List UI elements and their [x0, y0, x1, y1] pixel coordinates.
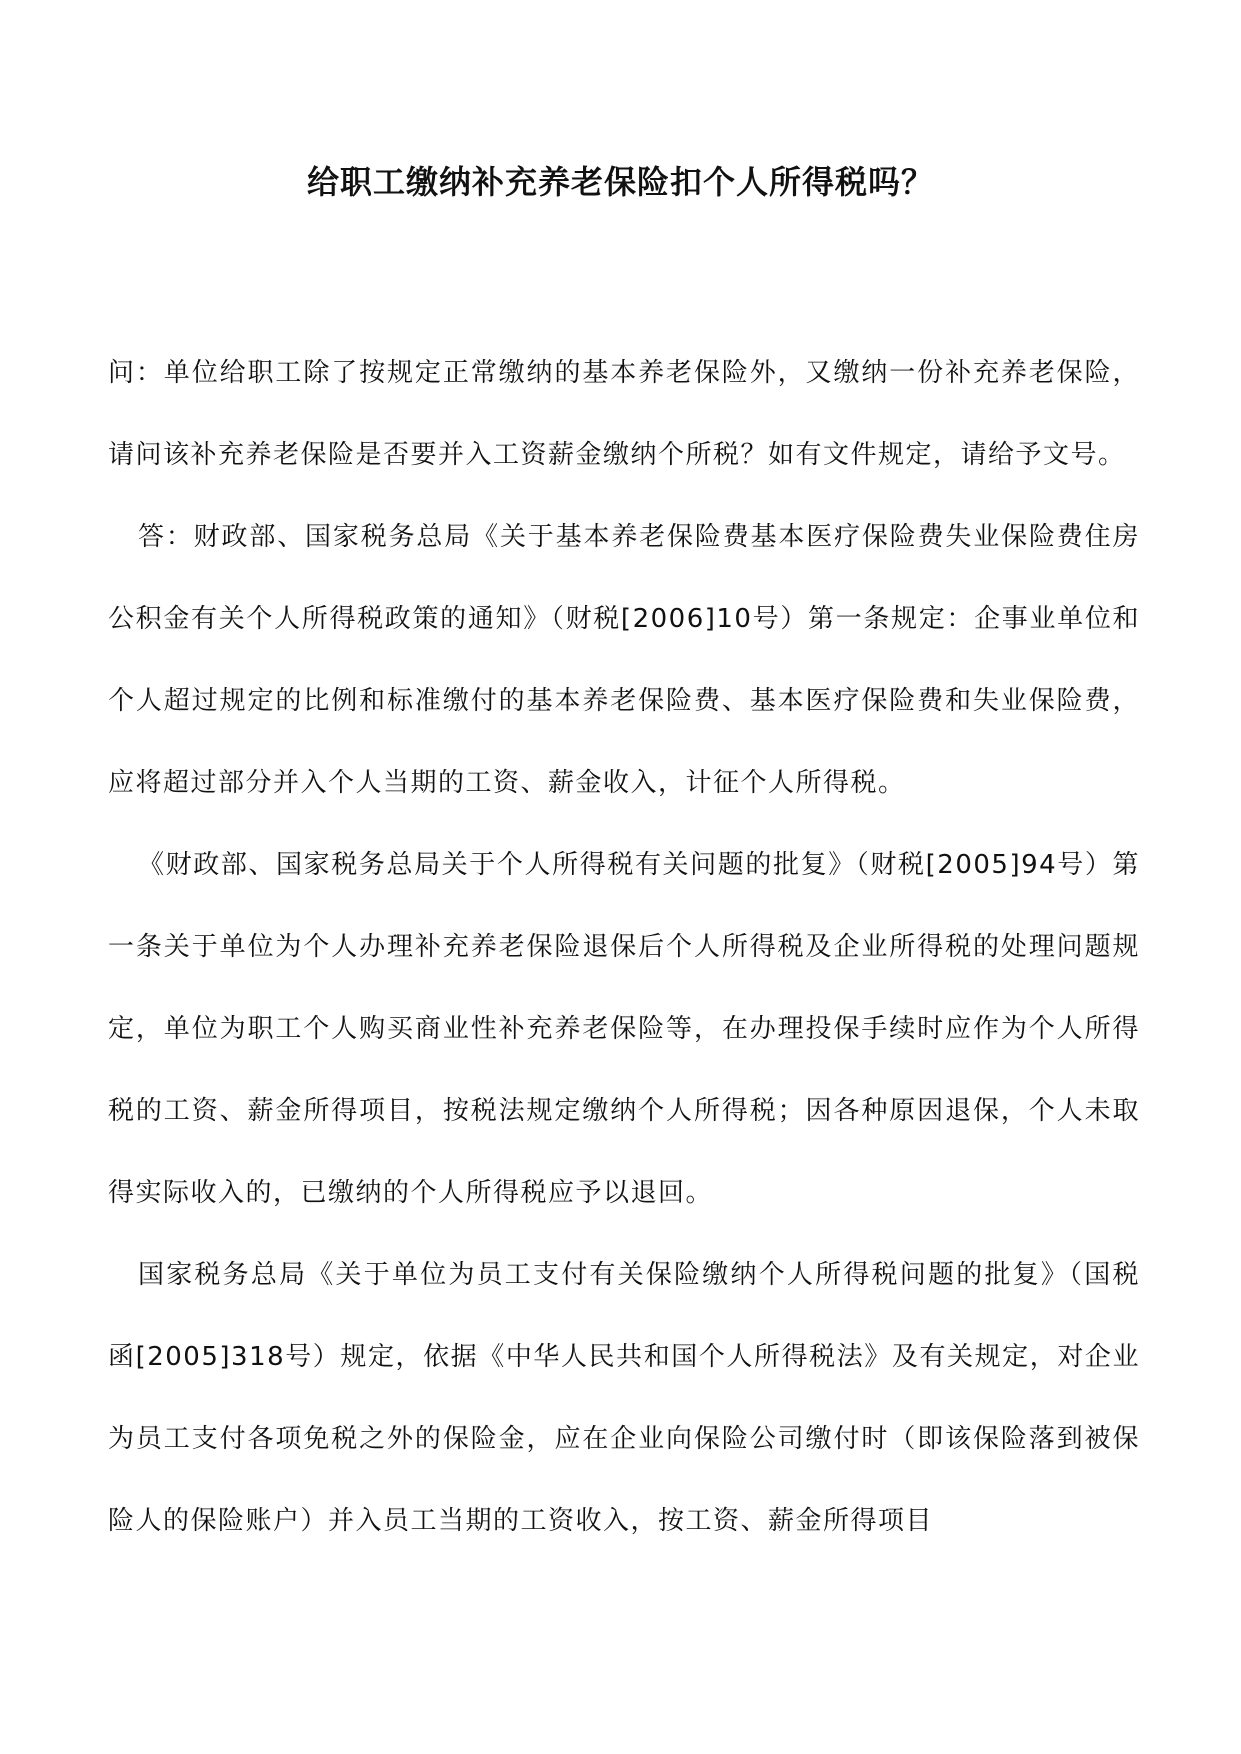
document-title: 给职工缴纳补充养老保险扣个人所得税吗？ [306, 163, 934, 201]
reply-2005-318-paragraph: 国家税务总局《关于单位为员工支付有关保险缴纳个人所得税问题的批复》（国税函[2005]318号）规定，依据《中华人民共和国个人所得税法》及有关规定，对企业为员工支付各项免税之外的保险金，应在企业向保险公司缴付时（即该保险落到被保险人的保险账户）并入员工当期的工资收入，按工资、薪金所得项目 [108, 1260, 1140, 1536]
reply-2005-94-paragraph: 《财政部、国家税务总局关于个人所得税有关问题的批复》（财税[2005]94号）第一条关于单位为个人办理补充养老保险退保后个人所得税及企业所得税的处理问题规定，单位为职工个人购买商业性补充养老保险等，在办理投保手续时应作为个人所得税的工资、薪金所得项目，按税法规定缴纳个人所得税；因各种原因退保，个人未取得实际收入的，已缴纳的个人所得税应予以退回。 [108, 850, 1140, 1208]
document-body [108, 332, 1140, 1562]
question-paragraph: 问：单位给职工除了按规定正常缴纳的基本养老保险外，又缴纳一份补充养老保险，请问该补充养老保险是否要并入工资薪金缴纳个所税？如有文件规定，请给予文号。 [108, 358, 1140, 470]
answer-paragraph: 答：财政部、国家税务总局《关于基本养老保险费基本医疗保险费失业保险费住房公积金有关个人所得税政策的通知》（财税[2006]10号）第一条规定：企事业单位和个人超过规定的比例和标准缴付的基本养老保险费、基本医疗保险费和失业保险费，应将超过部分并入个人当期的工资、薪金收入，计征个人所得税。 [108, 522, 1140, 798]
